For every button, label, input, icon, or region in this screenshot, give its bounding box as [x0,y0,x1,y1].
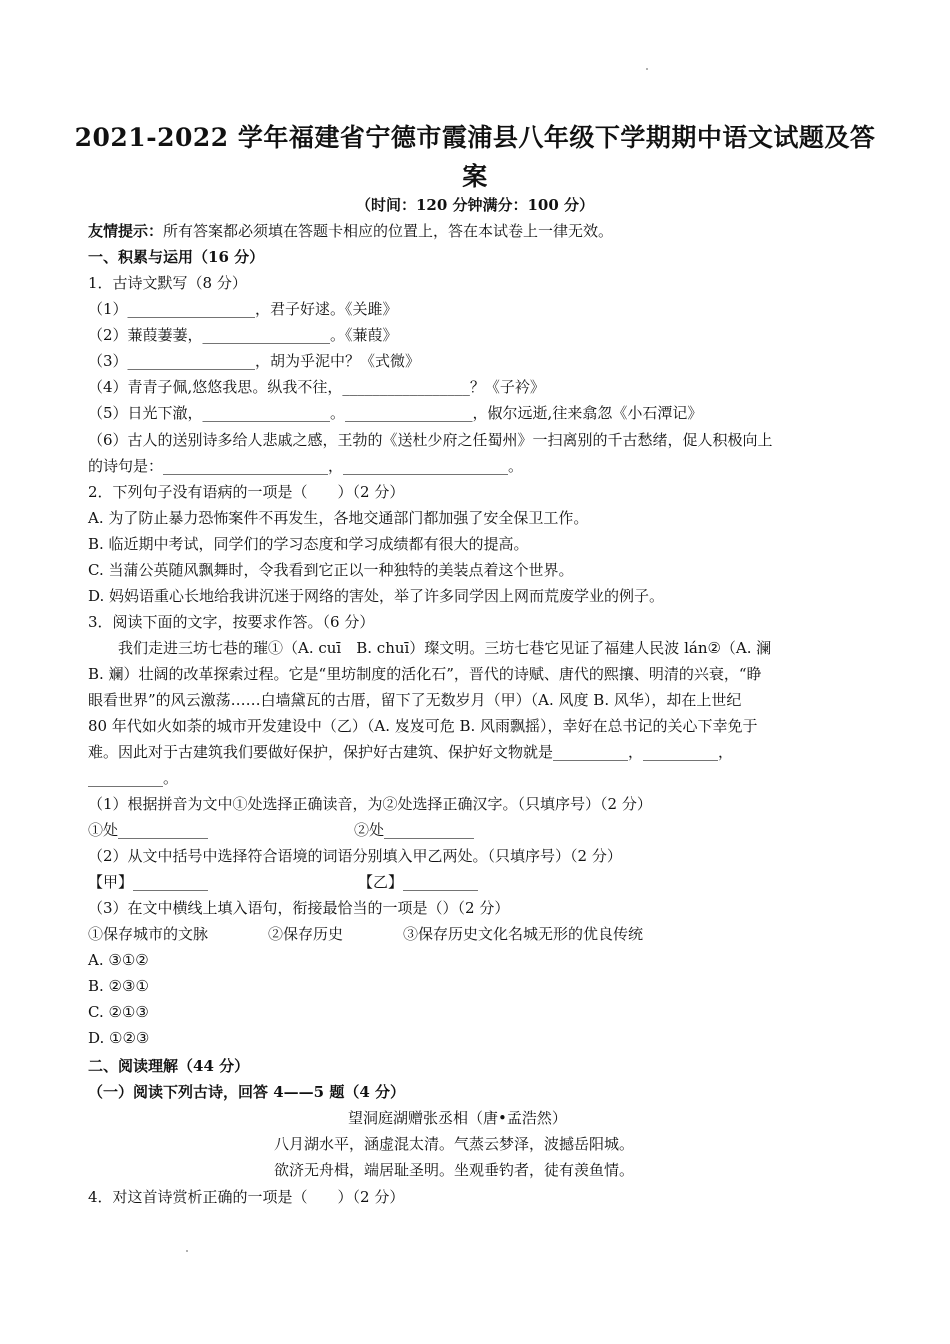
speck-mark [186,1250,188,1252]
question-3: 3．阅读下面的文字，按要求作答。（6 分） [88,613,375,631]
question-3-option-a: A. ③①② [88,951,149,969]
answer-blank-2: ②处____________ [354,821,475,839]
answer-blank-yi: 【乙】__________ [358,873,479,891]
question-1-item-4: （4）青青子佩,悠悠我思。纵我不往，_________________？《子衿》 [88,378,545,396]
doc-title-line2: 案 [462,162,488,191]
speck-mark [646,68,648,70]
question-2-option-a: A. 为了防止暴力恐怖案件不再发生，各地交通部门都加强了安全保卫工作。 [88,509,589,527]
passage-line-4: 80 年代如火如荼的城市开发建设中（乙）（A. 岌岌可危 B. 风雨飘摇），幸好在总书记的关心下幸免于 [88,717,758,735]
passage-line-2: B. 斓）壮阔的改革探索过程。它是“里坊制度的活化石”，晋代的诗赋、唐代的熙攘、明清的兴衰，“睁 [88,665,762,683]
passage-line-5: 难。因此对于古建筑我们要做好保护，保护好古建筑、保护好文物就是__________，__________， [88,743,734,761]
question-3-option-d: D. ①②③ [88,1029,150,1047]
exam-time-info: （时间：120 分钟满分：100 分） [355,196,595,214]
question-1-item-6-cont: 的诗句是：______________________，______________________。 [88,457,524,475]
question-1-item-1: （1）_________________，君子好逑。《关雎》 [88,300,398,318]
poem-line-2: 欲济无舟楫，端居耻圣明。坐观垂钓者，徒有羡鱼情。 [274,1161,635,1179]
passage-line-1: 我们走进三坊七巷的璀①（A. cuī B. chuī）璨文明。三坊七巷它见证了福建人民波 lán②（A. 澜 [88,639,772,657]
tip-line [88,219,878,243]
question-2-option-d: D. 妈妈语重心长地给我讲沉迷于网络的害处，举了许多同学因上网而荒废学业的例子。 [88,587,665,605]
doc-title-line1: 2021-2022 学年福建省宁德市霞浦县八年级下学期期中语文试题及答 [74,123,876,152]
part-1-heading: （一）阅读下列古诗，回答 4——5 题（4 分） [88,1083,405,1101]
poem-line-1: 八月湖水平，涵虚混太清。气蒸云梦泽，波撼岳阳城。 [274,1135,635,1153]
question-3-sub-3: （3）在文中横线上填入语句，衔接最恰当的一项是（）（2 分） [88,899,510,917]
tip-text: 所有答案都必须填在答题卡相应的位置上，答在本试卷上一律无效。 [163,222,614,240]
question-2-option-c: C. 当蒲公英随风飘舞时，令我看到它正以一种独特的美装点着这个世界。 [88,561,574,579]
section-2-heading: 二、阅读理解（44 分） [88,1057,250,1075]
poem-title: 望洞庭湖赠张丞相（唐•孟浩然） [348,1109,567,1127]
question-1-item-6: （6）古人的送别诗多给人悲戚之感，王勃的《送杜少府之任蜀州》一扫离别的千古愁绪，促人积极向上 [88,431,773,449]
question-1: 1．古诗文默写（8 分） [88,274,247,292]
question-1-item-3: （3）_________________，胡为乎泥中？《式微》 [88,352,421,370]
tip-label: 友情提示： [88,222,164,240]
question-3-sub-1: （1）根据拼音为文中①处选择正确读音，为②处选择正确汉字。（只填序号）（2 分） [88,795,652,813]
question-3-option-c: C. ②①③ [88,1003,149,1021]
question-3-choices: ①保存城市的文脉 ②保存历史 ③保存历史文化名城无形的优良传统 [88,925,644,943]
answer-blank-jia: 【甲】__________ [88,873,209,891]
section-1-heading: 一、积累与运用（16 分） [88,248,265,266]
passage-line-3: 眼看世界”的风云激荡……白墙黛瓦的古厝，留下了无数岁月（甲）（A. 风度 B. 风华），却在上世纪 [88,691,742,709]
question-1-item-2: （2）蒹葭萋萋，_________________。《蒹葭》 [88,326,398,344]
passage-line-6: __________。 [88,769,179,787]
question-1-item-5: （5）日光下澈，_________________。_________________，俶尔远逝,往来翕忽《小石潭记》 [88,404,703,422]
question-2: 2．下列句子没有语病的一项是（ ）（2 分） [88,483,405,501]
question-4: 4．对这首诗赏析正确的一项是（ ）（2 分） [88,1188,405,1206]
question-2-option-b: B. 临近期中考试，同学们的学习态度和学习成绩都有很大的提高。 [88,535,529,553]
answer-blank-1: ①处____________ [88,821,209,839]
question-3-sub-2: （2）从文中括号中选择符合语境的词语分别填入甲乙两处。（只填序号）（2 分） [88,847,622,865]
question-3-option-b: B. ②③① [88,977,149,995]
